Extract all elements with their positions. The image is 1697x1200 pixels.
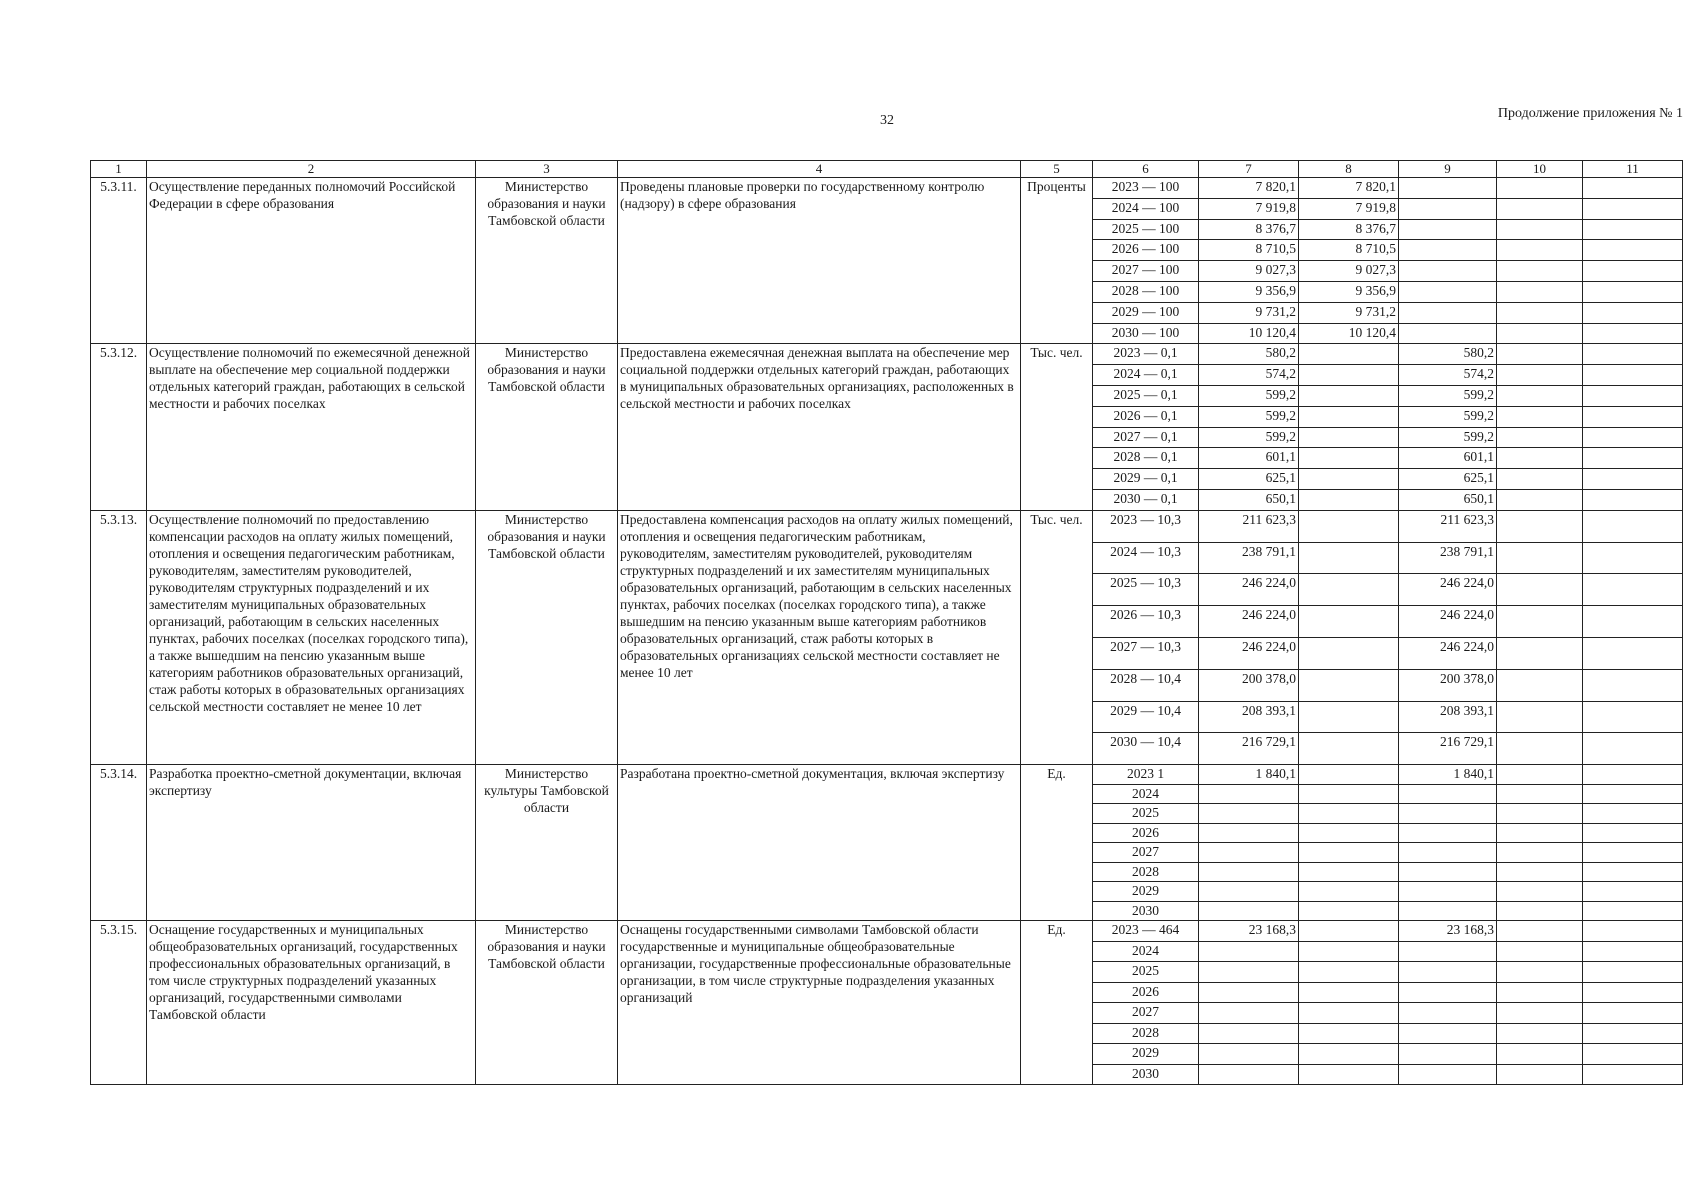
table-row (91, 921, 1683, 942)
amount-col10 (1497, 765, 1583, 785)
amount-col10 (1497, 882, 1583, 902)
amount-regional (1399, 219, 1497, 240)
amount-federal (1299, 365, 1399, 386)
year-value: 2024 — 10,3 (1093, 542, 1199, 574)
appendix-note: Продолжение приложения № 1 (1497, 106, 1683, 121)
column-number: 4 (618, 161, 1021, 178)
column-number-row (91, 161, 1683, 178)
amount-regional: 238 791,1 (1399, 542, 1497, 574)
amount-federal: 7 820,1 (1299, 178, 1399, 199)
result-description: Разработана проектно-сметной документация, включая экспертизу (618, 765, 1021, 921)
amount-col11 (1583, 365, 1683, 386)
amount-col11 (1583, 469, 1683, 490)
amount-col11 (1583, 427, 1683, 448)
amount-regional (1399, 843, 1497, 863)
measure-name: Разработка проектно-сметной документации, включая экспертизу (147, 765, 476, 921)
amount-col11 (1583, 261, 1683, 282)
amount-col10 (1497, 733, 1583, 765)
amount-col10 (1497, 574, 1583, 606)
year-value: 2024 — 0,1 (1093, 365, 1199, 386)
amount-regional (1399, 1044, 1497, 1065)
unit: Проценты (1021, 178, 1093, 344)
amount-col10 (1497, 637, 1583, 669)
amount-total: 599,2 (1199, 427, 1299, 448)
amount-total (1199, 862, 1299, 882)
amount-regional (1399, 982, 1497, 1003)
amount-total: 238 791,1 (1199, 542, 1299, 574)
amount-total (1199, 901, 1299, 921)
amount-total (1199, 982, 1299, 1003)
result-description: Предоставлена компенсация расходов на оплату жилых помещений, отопления и освещения педагогическим работникам, руководителям, заместителям руководителей, руководителям структурных подразделений и их заместителям муниципальных образовательных организаций, работающим в сельских населенных пунктах, рабочих поселках (поселках городского типа), а также вышедшим на пенсию указанным выше категориям работников образовательных организаций, стаж работы которых в образовательных организациях сельской местности составляет не менее 10 лет (618, 510, 1021, 764)
amount-regional: 246 224,0 (1399, 637, 1497, 669)
amount-total (1199, 1044, 1299, 1065)
amount-regional: 599,2 (1399, 427, 1497, 448)
amount-col11 (1583, 921, 1683, 942)
amount-total (1199, 941, 1299, 962)
amount-federal (1299, 733, 1399, 765)
result-description: Предоставлена ежемесячная денежная выплата на обеспечение мер социальной поддержки отдельных категорий граждан, работающих в муниципальных образовательных организациях, расположенных в сельской местности и рабочих поселках (618, 344, 1021, 510)
year-value: 2029 — 100 (1093, 302, 1199, 323)
amount-regional (1399, 261, 1497, 282)
amount-col10 (1497, 406, 1583, 427)
amount-regional (1399, 784, 1497, 804)
table-row (91, 344, 1683, 365)
amount-regional: 580,2 (1399, 344, 1497, 365)
amount-col11 (1583, 448, 1683, 469)
amount-total (1199, 843, 1299, 863)
amount-federal (1299, 941, 1399, 962)
amount-regional: 1 840,1 (1399, 765, 1497, 785)
amount-federal (1299, 1023, 1399, 1044)
amount-total: 7 919,8 (1199, 198, 1299, 219)
amount-federal (1299, 385, 1399, 406)
amount-federal (1299, 469, 1399, 490)
year-value: 2028 (1093, 1023, 1199, 1044)
year-value: 2026 (1093, 982, 1199, 1003)
measure-name: Осуществление полномочий по ежемесячной денежной выплате на обеспечение мер социальной поддержки отдельных категорий граждан, работающих в сельской местности и рабочих поселках (147, 344, 476, 510)
amount-regional (1399, 862, 1497, 882)
amount-col11 (1583, 178, 1683, 199)
amount-total: 580,2 (1199, 344, 1299, 365)
amount-total: 23 168,3 (1199, 921, 1299, 942)
amount-federal (1299, 669, 1399, 701)
amount-col10 (1497, 448, 1583, 469)
amount-total: 599,2 (1199, 385, 1299, 406)
amount-total: 9 356,9 (1199, 281, 1299, 302)
amount-col11 (1583, 669, 1683, 701)
amount-total: 246 224,0 (1199, 574, 1299, 606)
amount-col10 (1497, 982, 1583, 1003)
amount-federal (1299, 510, 1399, 542)
amount-federal (1299, 1003, 1399, 1024)
amount-regional (1399, 323, 1497, 344)
year-value: 2027 — 10,3 (1093, 637, 1199, 669)
amount-regional (1399, 804, 1497, 824)
amount-federal (1299, 574, 1399, 606)
year-value: 2024 (1093, 784, 1199, 804)
amount-regional: 208 393,1 (1399, 701, 1497, 733)
amount-federal (1299, 823, 1399, 843)
amount-federal: 8 710,5 (1299, 240, 1399, 261)
amount-total: 7 820,1 (1199, 178, 1299, 199)
amount-regional: 599,2 (1399, 406, 1497, 427)
unit: Тыс. чел. (1021, 510, 1093, 764)
amount-total: 246 224,0 (1199, 606, 1299, 638)
amount-federal: 9 731,2 (1299, 302, 1399, 323)
executor: Министерство образования и науки Тамбовской области (476, 510, 618, 764)
amount-total (1199, 1003, 1299, 1024)
amount-col10 (1497, 198, 1583, 219)
table-row (91, 510, 1683, 542)
year-value: 2023 — 0,1 (1093, 344, 1199, 365)
executor: Министерство культуры Тамбовской области (476, 765, 618, 921)
amount-col11 (1583, 302, 1683, 323)
amount-total (1199, 804, 1299, 824)
amount-col11 (1583, 901, 1683, 921)
year-value: 2025 — 100 (1093, 219, 1199, 240)
amount-col10 (1497, 281, 1583, 302)
amount-federal: 8 376,7 (1299, 219, 1399, 240)
amount-col11 (1583, 823, 1683, 843)
amount-regional: 601,1 (1399, 448, 1497, 469)
year-value: 2028 — 10,4 (1093, 669, 1199, 701)
year-value: 2026 — 100 (1093, 240, 1199, 261)
column-number: 1 (91, 161, 147, 178)
year-value: 2029 — 0,1 (1093, 469, 1199, 490)
amount-total: 599,2 (1199, 406, 1299, 427)
amount-regional: 625,1 (1399, 469, 1497, 490)
amount-col10 (1497, 701, 1583, 733)
amount-regional: 246 224,0 (1399, 606, 1497, 638)
amount-col11 (1583, 606, 1683, 638)
amount-col10 (1497, 921, 1583, 942)
amount-total (1199, 1023, 1299, 1044)
year-value: 2030 — 100 (1093, 323, 1199, 344)
amount-col10 (1497, 804, 1583, 824)
amount-total: 208 393,1 (1199, 701, 1299, 733)
amount-total: 574,2 (1199, 365, 1299, 386)
year-value: 2030 — 10,4 (1093, 733, 1199, 765)
year-value: 2025 — 10,3 (1093, 574, 1199, 606)
amount-col11 (1583, 574, 1683, 606)
amount-total: 10 120,4 (1199, 323, 1299, 344)
amount-regional (1399, 901, 1497, 921)
column-number: 3 (476, 161, 618, 178)
amount-col10 (1497, 427, 1583, 448)
amount-federal (1299, 489, 1399, 510)
amount-col10 (1497, 784, 1583, 804)
amount-col10 (1497, 385, 1583, 406)
amount-regional (1399, 1064, 1497, 1085)
amount-col11 (1583, 385, 1683, 406)
amount-federal: 7 919,8 (1299, 198, 1399, 219)
year-value: 2028 — 100 (1093, 281, 1199, 302)
amount-total: 211 623,3 (1199, 510, 1299, 542)
amount-federal (1299, 921, 1399, 942)
amount-regional: 574,2 (1399, 365, 1497, 386)
amount-federal (1299, 804, 1399, 824)
year-value: 2023 — 10,3 (1093, 510, 1199, 542)
year-value: 2027 — 0,1 (1093, 427, 1199, 448)
amount-col10 (1497, 302, 1583, 323)
amount-total: 8 376,7 (1199, 219, 1299, 240)
measure-name: Осуществление переданных полномочий Российской Федерации в сфере образования (147, 178, 476, 344)
amount-regional (1399, 1003, 1497, 1024)
row-code: 5.3.13. (91, 510, 147, 764)
amount-regional (1399, 1023, 1497, 1044)
amount-regional (1399, 281, 1497, 302)
amount-federal (1299, 427, 1399, 448)
amount-federal (1299, 784, 1399, 804)
amount-col10 (1497, 962, 1583, 983)
measure-name: Осуществление полномочий по предоставлению компенсации расходов на оплату жилых помещений, отопления и освещения педагогическим работникам, руководителям, заместителям руководителей, руководителям структурных подразделений и их заместителям муниципальных образовательных организаций, работающим в сельских населенных пунктах, рабочих поселках (поселках городского типа), а также вышедшим на пенсию указанным выше категориям работников образовательных организаций, стаж работы которых в образовательных организациях сельской местности составляет не менее 10 лет (147, 510, 476, 764)
table-row (91, 765, 1683, 785)
amount-col10 (1497, 823, 1583, 843)
amount-regional: 211 623,3 (1399, 510, 1497, 542)
column-number: 9 (1399, 161, 1497, 178)
amount-col10 (1497, 219, 1583, 240)
program-table (90, 160, 1683, 1085)
result-description: Оснащены государственными символами Тамбовской области государственные и муниципальные общеобразовательные организации, государственные профессиональные образовательные организации, в том числе структурные подразделения указанных организаций (618, 921, 1021, 1085)
amount-col10 (1497, 365, 1583, 386)
amount-col10 (1497, 240, 1583, 261)
column-number: 7 (1199, 161, 1299, 178)
amount-total (1199, 823, 1299, 843)
amount-regional (1399, 240, 1497, 261)
amount-col11 (1583, 323, 1683, 344)
amount-col11 (1583, 344, 1683, 365)
amount-federal (1299, 1044, 1399, 1065)
amount-total (1199, 1064, 1299, 1085)
year-value: 2024 — 100 (1093, 198, 1199, 219)
amount-col11 (1583, 240, 1683, 261)
amount-col10 (1497, 862, 1583, 882)
year-value: 2025 (1093, 962, 1199, 983)
year-value: 2028 — 0,1 (1093, 448, 1199, 469)
amount-col10 (1497, 1044, 1583, 1065)
amount-regional (1399, 302, 1497, 323)
amount-col10 (1497, 489, 1583, 510)
amount-federal (1299, 982, 1399, 1003)
amount-col10 (1497, 669, 1583, 701)
unit: Ед. (1021, 921, 1093, 1085)
amount-regional (1399, 962, 1497, 983)
amount-col11 (1583, 733, 1683, 765)
amount-col11 (1583, 510, 1683, 542)
unit: Тыс. чел. (1021, 344, 1093, 510)
amount-col10 (1497, 323, 1583, 344)
amount-col11 (1583, 489, 1683, 510)
amount-regional (1399, 941, 1497, 962)
year-value: 2025 (1093, 804, 1199, 824)
amount-col11 (1583, 804, 1683, 824)
amount-regional: 23 168,3 (1399, 921, 1497, 942)
amount-federal (1299, 765, 1399, 785)
year-value: 2027 (1093, 843, 1199, 863)
amount-col11 (1583, 962, 1683, 983)
amount-col10 (1497, 261, 1583, 282)
amount-col10 (1497, 469, 1583, 490)
amount-total: 216 729,1 (1199, 733, 1299, 765)
column-number: 8 (1299, 161, 1399, 178)
amount-total (1199, 784, 1299, 804)
amount-regional: 650,1 (1399, 489, 1497, 510)
year-value: 2023 — 100 (1093, 178, 1199, 199)
column-number: 6 (1093, 161, 1199, 178)
amount-regional: 599,2 (1399, 385, 1497, 406)
amount-federal: 9 356,9 (1299, 281, 1399, 302)
amount-regional (1399, 178, 1497, 199)
amount-total: 650,1 (1199, 489, 1299, 510)
amount-col11 (1583, 862, 1683, 882)
column-number: 2 (147, 161, 476, 178)
year-value: 2029 (1093, 1044, 1199, 1065)
column-number: 11 (1583, 161, 1683, 178)
amount-col10 (1497, 1064, 1583, 1085)
year-value: 2023 — 464 (1093, 921, 1199, 942)
amount-regional: 216 729,1 (1399, 733, 1497, 765)
amount-col10 (1497, 344, 1583, 365)
amount-regional: 200 378,0 (1399, 669, 1497, 701)
amount-federal (1299, 901, 1399, 921)
amount-col10 (1497, 901, 1583, 921)
amount-col11 (1583, 882, 1683, 902)
amount-federal (1299, 882, 1399, 902)
year-value: 2029 (1093, 882, 1199, 902)
amount-col10 (1497, 542, 1583, 574)
amount-col11 (1583, 1044, 1683, 1065)
year-value: 2029 — 10,4 (1093, 701, 1199, 733)
table-row (91, 178, 1683, 199)
result-description: Проведены плановые проверки по государственному контролю (надзору) в сфере образования (618, 178, 1021, 344)
amount-col11 (1583, 1064, 1683, 1085)
row-code: 5.3.11. (91, 178, 147, 344)
amount-regional (1399, 198, 1497, 219)
amount-federal: 9 027,3 (1299, 261, 1399, 282)
amount-total: 625,1 (1199, 469, 1299, 490)
amount-total (1199, 962, 1299, 983)
row-code: 5.3.12. (91, 344, 147, 510)
amount-total: 246 224,0 (1199, 637, 1299, 669)
amount-col10 (1497, 1023, 1583, 1044)
amount-col11 (1583, 765, 1683, 785)
amount-federal (1299, 962, 1399, 983)
amount-federal (1299, 344, 1399, 365)
amount-total: 200 378,0 (1199, 669, 1299, 701)
column-number: 5 (1021, 161, 1093, 178)
amount-col11 (1583, 542, 1683, 574)
amount-federal (1299, 542, 1399, 574)
unit: Ед. (1021, 765, 1093, 921)
amount-col10 (1497, 843, 1583, 863)
amount-total: 9 731,2 (1199, 302, 1299, 323)
year-value: 2026 — 0,1 (1093, 406, 1199, 427)
amount-col11 (1583, 219, 1683, 240)
amount-col11 (1583, 982, 1683, 1003)
amount-federal (1299, 637, 1399, 669)
year-value: 2030 (1093, 1064, 1199, 1085)
year-value: 2028 (1093, 862, 1199, 882)
amount-col11 (1583, 843, 1683, 863)
amount-federal (1299, 701, 1399, 733)
amount-regional (1399, 882, 1497, 902)
amount-col10 (1497, 1003, 1583, 1024)
amount-federal (1299, 448, 1399, 469)
amount-col11 (1583, 637, 1683, 669)
amount-federal (1299, 843, 1399, 863)
table-body (91, 178, 1683, 1085)
executor: Министерство образования и науки Тамбовской области (476, 344, 618, 510)
column-number: 10 (1497, 161, 1583, 178)
amount-federal (1299, 606, 1399, 638)
row-code: 5.3.15. (91, 921, 147, 1085)
year-value: 2027 (1093, 1003, 1199, 1024)
amount-regional: 246 224,0 (1399, 574, 1497, 606)
amount-total (1199, 882, 1299, 902)
amount-regional (1399, 823, 1497, 843)
page-number: 32 (880, 113, 894, 128)
year-value: 2030 (1093, 901, 1199, 921)
year-value: 2026 — 10,3 (1093, 606, 1199, 638)
amount-col10 (1497, 510, 1583, 542)
year-value: 2027 — 100 (1093, 261, 1199, 282)
amount-federal: 10 120,4 (1299, 323, 1399, 344)
executor: Министерство образования и науки Тамбовской области (476, 921, 618, 1085)
year-value: 2025 — 0,1 (1093, 385, 1199, 406)
amount-col10 (1497, 941, 1583, 962)
amount-col11 (1583, 281, 1683, 302)
amount-col11 (1583, 1003, 1683, 1024)
measure-name: Оснащение государственных и муниципальных общеобразовательных организаций, государственных профессиональных образовательных организаций, в том числе структурных подразделений указанных организаций, государственными символами Тамбовской области (147, 921, 476, 1085)
amount-col11 (1583, 784, 1683, 804)
amount-col10 (1497, 606, 1583, 638)
amount-federal (1299, 862, 1399, 882)
executor: Министерство образования и науки Тамбовской области (476, 178, 618, 344)
year-value: 2030 — 0,1 (1093, 489, 1199, 510)
amount-col11 (1583, 406, 1683, 427)
amount-col11 (1583, 941, 1683, 962)
amount-col11 (1583, 701, 1683, 733)
amount-federal (1299, 1064, 1399, 1085)
year-value: 2026 (1093, 823, 1199, 843)
amount-total: 1 840,1 (1199, 765, 1299, 785)
year-value: 2024 (1093, 941, 1199, 962)
amount-total: 9 027,3 (1199, 261, 1299, 282)
amount-total: 8 710,5 (1199, 240, 1299, 261)
row-code: 5.3.14. (91, 765, 147, 921)
amount-total: 601,1 (1199, 448, 1299, 469)
amount-col11 (1583, 1023, 1683, 1044)
amount-federal (1299, 406, 1399, 427)
year-value: 2023 1 (1093, 765, 1199, 785)
amount-col10 (1497, 178, 1583, 199)
amount-col11 (1583, 198, 1683, 219)
